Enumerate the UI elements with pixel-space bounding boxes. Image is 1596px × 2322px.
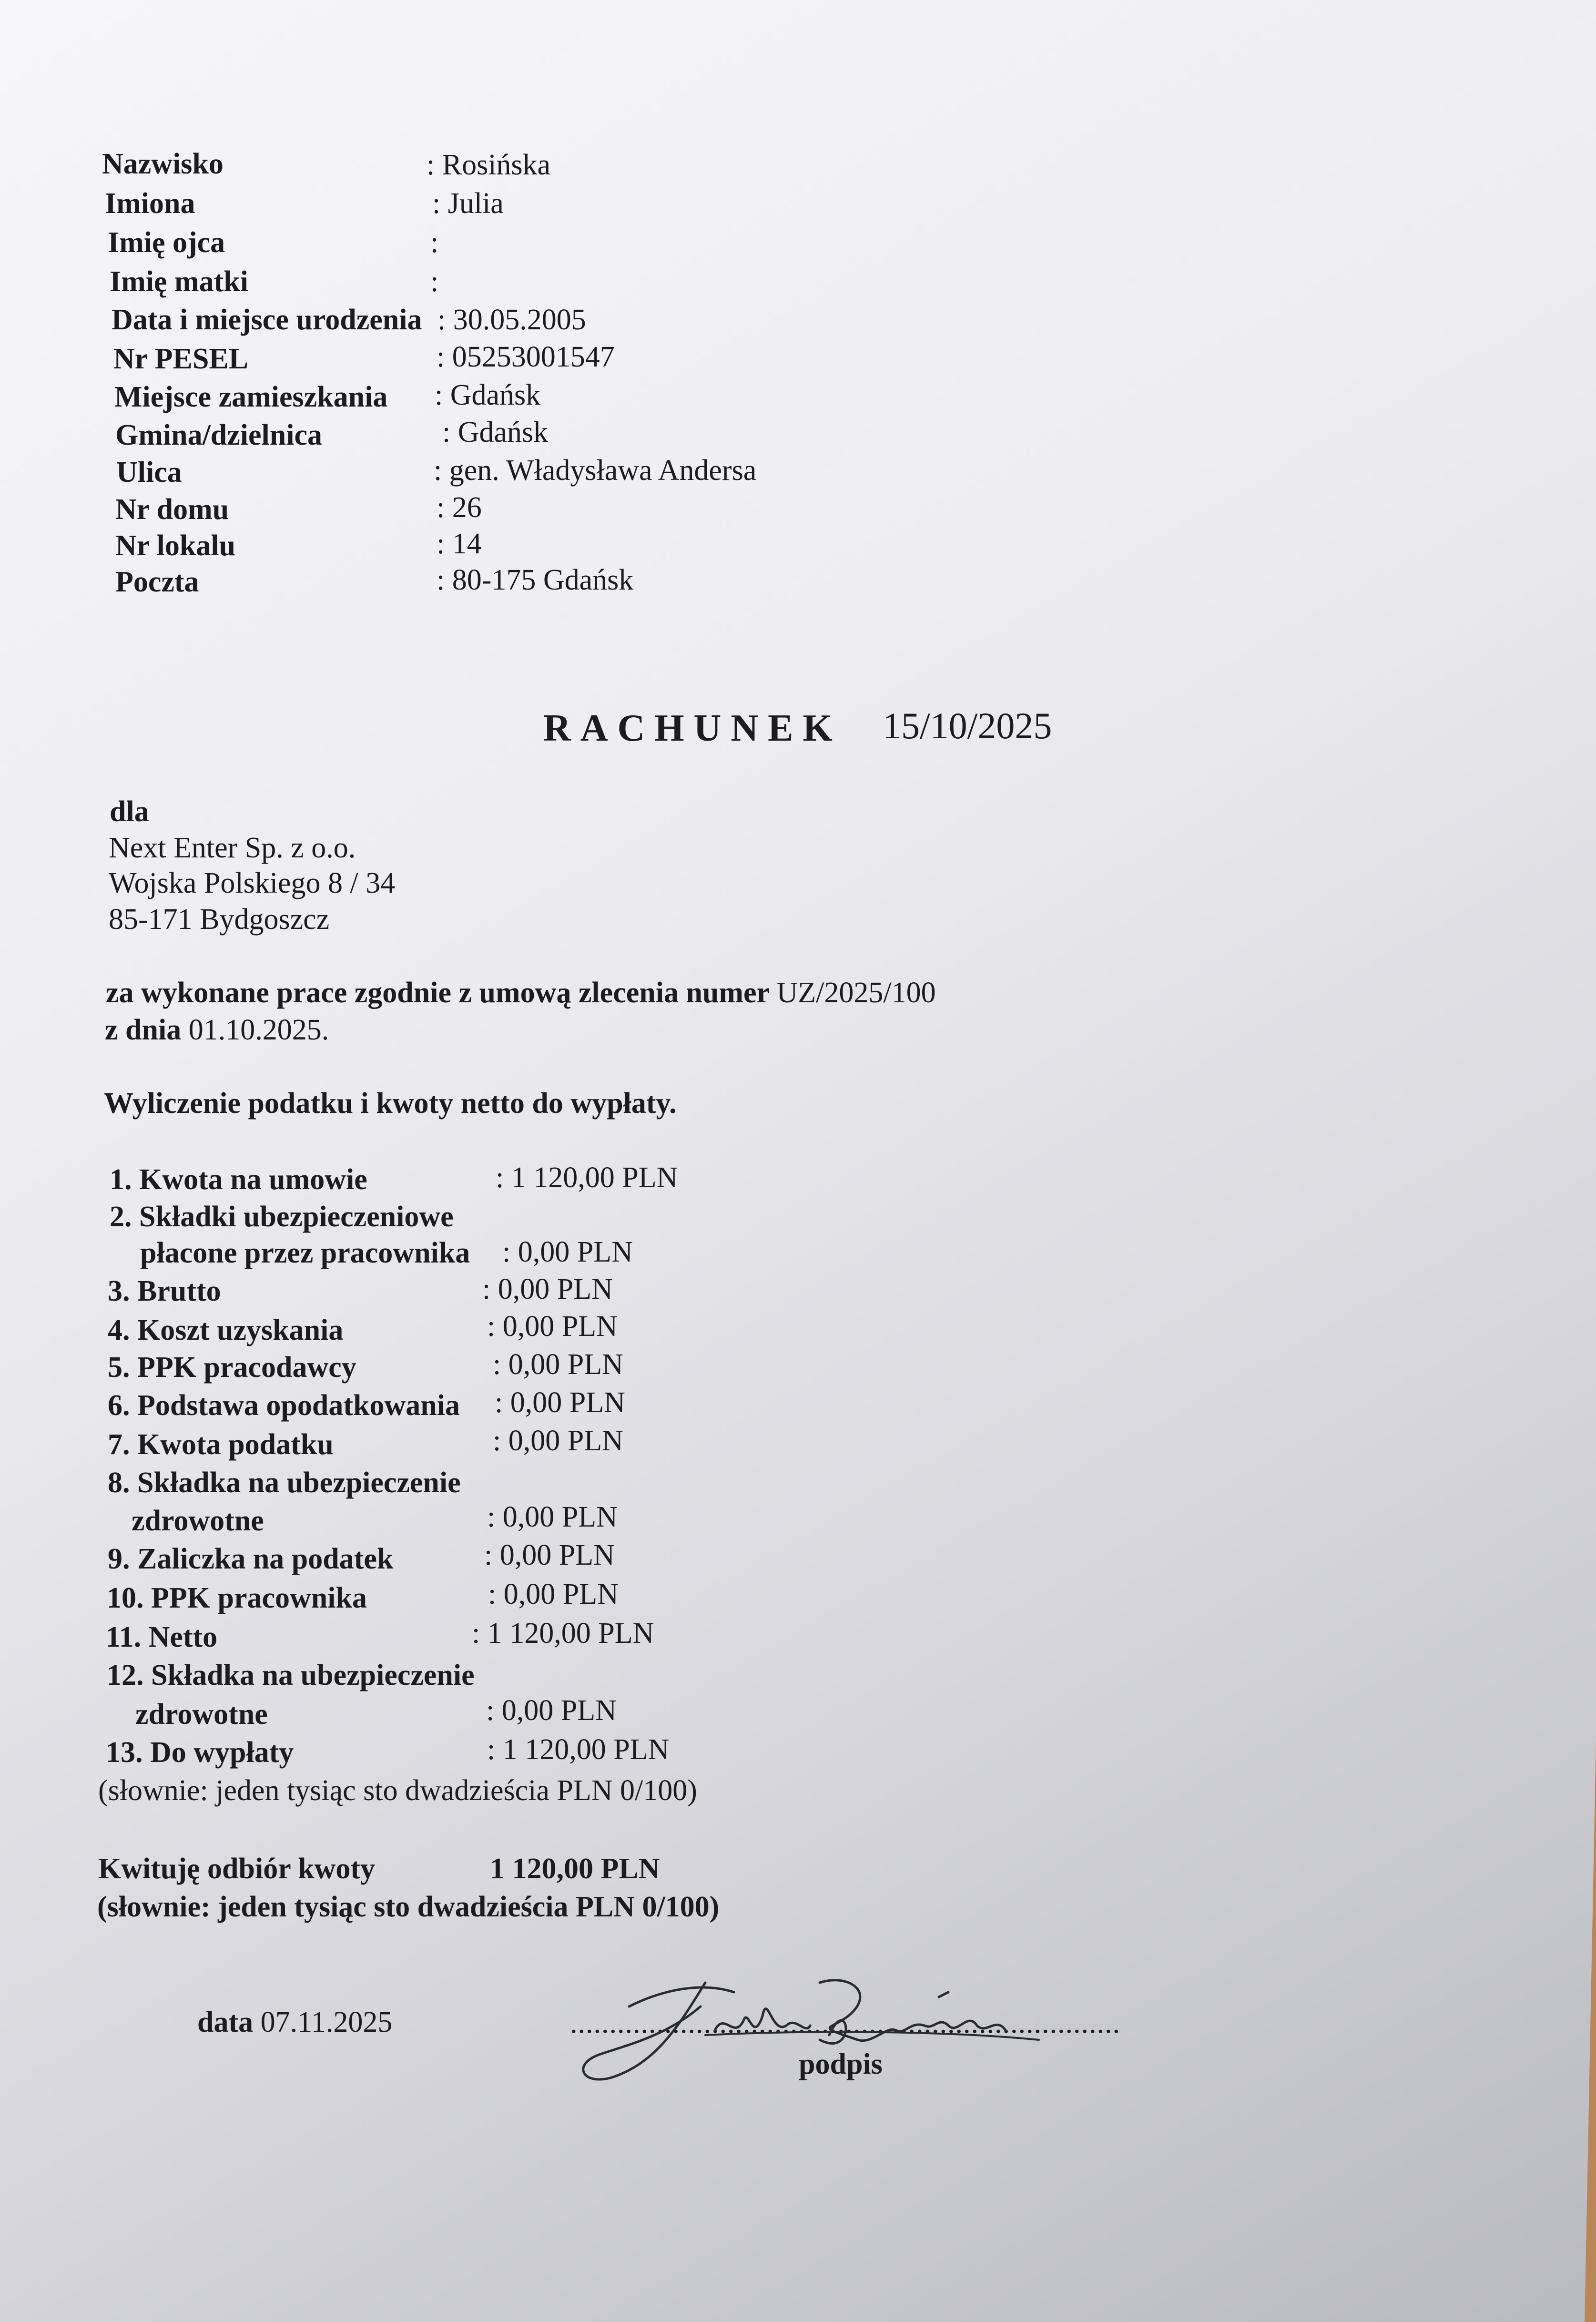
item-label-cont: zdrowotne (135, 1698, 268, 1731)
apartment-label: Nr lokalu (115, 530, 236, 562)
contract-line1 (106, 978, 936, 1008)
item-value: : 0,00 PLN (502, 1236, 633, 1268)
house-number-label: Nr domu (115, 493, 229, 526)
receipt-words: (słownie: jeden tysiąc sto dwadzieścia PLN 0/100) (97, 1891, 720, 1923)
item-label: 1. Kwota na umowie (110, 1163, 367, 1196)
amount-in-words: (słownie: jeden tysiąc sto dwadzieścia PLN 0/100) (98, 1774, 697, 1807)
item-value: : 0,00 PLN (482, 1273, 613, 1305)
item-label: 6. Podstawa opodatkowania (108, 1389, 460, 1422)
item-value: : 0,00 PLN (493, 1348, 623, 1381)
apartment-value: : 14 (437, 528, 482, 560)
signature-line: ...................................................................... (570, 2007, 1120, 2039)
street-label: Ulica (116, 456, 182, 489)
item-label: 12. Składka na ubezpieczenie (107, 1659, 475, 1691)
signature-label: podpis (799, 2048, 883, 2080)
item-label: 9. Zaliczka na podatek (108, 1543, 394, 1575)
post-label: Poczta (115, 566, 199, 598)
date-label: data (197, 2006, 254, 2038)
item-value: : 0,00 PLN (493, 1425, 623, 1457)
item-label-cont: płacone przez pracownika (140, 1237, 470, 1269)
item-label: 7. Kwota podatku (108, 1428, 334, 1461)
item-value: : 1 120,00 PLN (487, 1733, 670, 1766)
pesel-value: : 05253001547 (437, 341, 615, 373)
item-label: 3. Brutto (108, 1275, 221, 1307)
date-value: 07.11.2025 (260, 2006, 393, 2038)
contract-prefix: za wykonane prace zgodnie z umową zlecenia numer (106, 977, 769, 1009)
item-value: : 0,00 PLN (486, 1694, 617, 1727)
item-value: : 0,00 PLN (488, 1578, 619, 1610)
residence-label: Miejsce zamieszkania (114, 381, 388, 413)
street-value: : gen. Władysława Andersa (434, 454, 757, 487)
surname-label: Nazwisko (102, 148, 224, 180)
item-label: 10. PPK pracownika (107, 1582, 367, 1614)
item-label: 4. Koszt uzyskania (108, 1314, 344, 1346)
mother-name-value: : (430, 265, 439, 298)
recipient-label: dla (110, 795, 149, 828)
residence-value: : Gdańsk (435, 379, 541, 411)
birth-label: Data i miejsce urodzenia (112, 304, 422, 336)
receipt-label: Kwituję odbiór kwoty (98, 1853, 376, 1885)
father-name-value: : (430, 226, 439, 259)
receipt-amount: 1 120,00 PLN (490, 1853, 660, 1885)
surname-value: : Rosińska (427, 149, 551, 181)
item-value: : 0,00 PLN (487, 1310, 618, 1343)
item-value: : 0,00 PLN (484, 1539, 615, 1571)
item-value: : 1 120,00 PLN (472, 1617, 654, 1650)
title-word: RACHUNEK (543, 707, 842, 749)
district-value: : Gdańsk (442, 416, 549, 448)
item-value: : 0,00 PLN (487, 1501, 618, 1533)
item-label: 2. Składki ubezpieczeniowe (110, 1201, 454, 1233)
item-label: 5. PPK pracodawcy (108, 1351, 356, 1384)
date-line (197, 2007, 392, 2037)
contract-date-prefix: z dnia (105, 1014, 182, 1046)
birth-value: : 30.05.2005 (437, 304, 586, 336)
father-name-label: Imię ojca (108, 226, 225, 259)
recipient-city: 85-171 Bydgoszcz (109, 903, 330, 936)
item-label: 11. Netto (106, 1621, 218, 1653)
contract-number: UZ/2025/100 (776, 977, 936, 1009)
recipient-street: Wojska Polskiego 8 / 34 (109, 867, 396, 899)
item-label: 8. Składka na ubezpieczenie (108, 1467, 461, 1499)
post-value: : 80-175 Gdańsk (437, 564, 634, 596)
item-value: : 0,00 PLN (495, 1386, 625, 1419)
house-number-value: : 26 (437, 491, 482, 524)
title-number: 15/10/2025 (883, 705, 1052, 746)
calculation-heading: Wyliczenie podatku i kwoty netto do wypłaty. (104, 1087, 677, 1120)
pesel-label: Nr PESEL (113, 343, 249, 375)
first-names-label: Imiona (105, 187, 195, 220)
item-value: : 1 120,00 PLN (496, 1161, 678, 1194)
contract-date: 01.10.2025. (188, 1014, 329, 1046)
first-names-value: : Julia (432, 187, 504, 220)
district-label: Gmina/dzielnica (115, 419, 322, 451)
mother-name-label: Imię matki (110, 265, 249, 298)
item-label-cont: zdrowotne (132, 1505, 264, 1537)
item-label: 13. Do wypłaty (106, 1736, 294, 1769)
recipient-name: Next Enter Sp. z o.o. (109, 832, 356, 864)
contract-line2 (105, 1015, 329, 1045)
